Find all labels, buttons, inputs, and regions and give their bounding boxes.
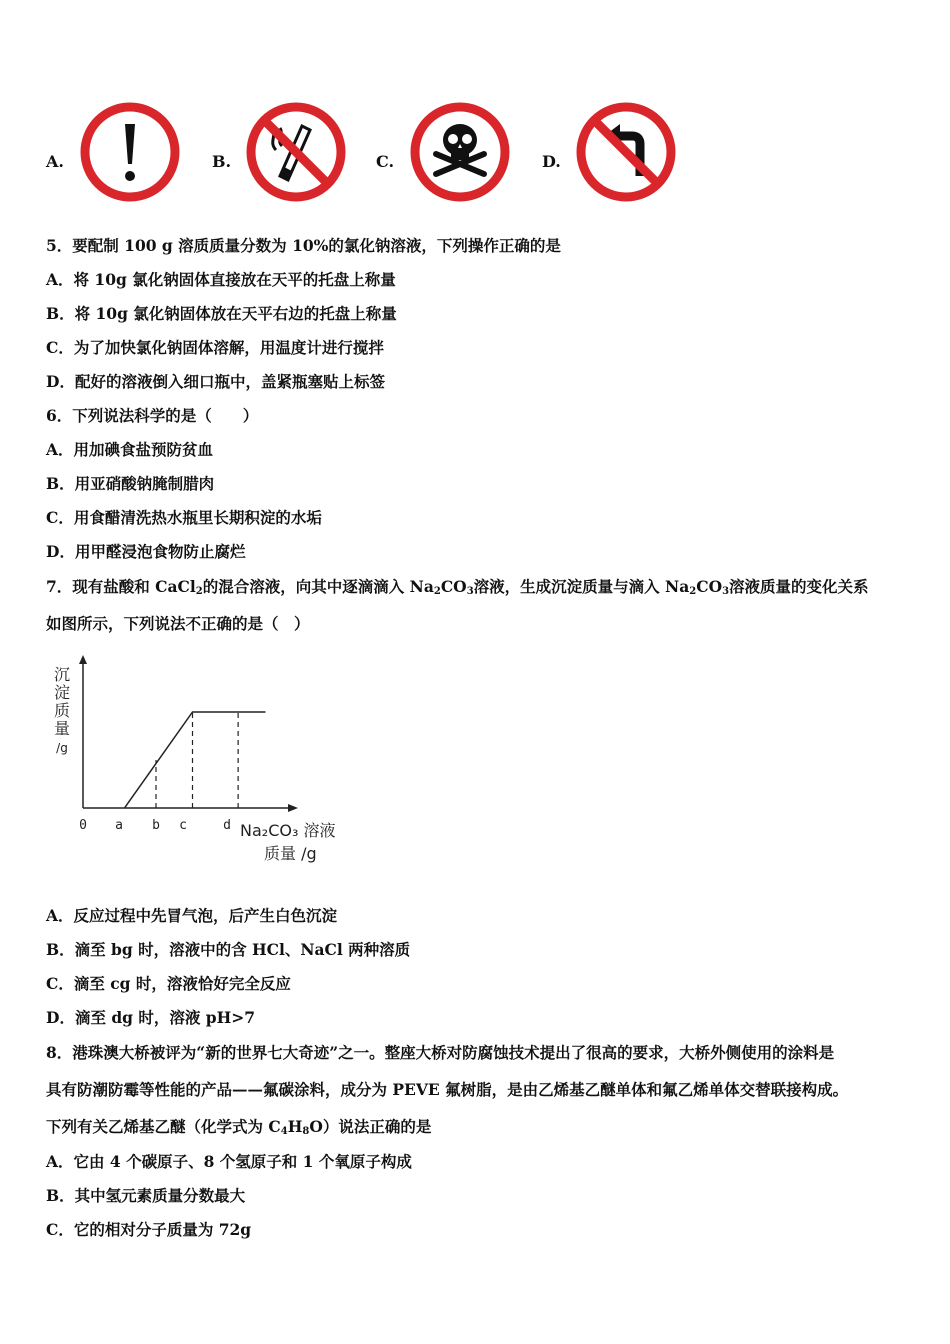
question-8-stem-line3: 下列有关乙烯基乙醚（化学式为 $C_4H_8O$）说法正确的是	[46, 1117, 432, 1137]
question-5-option-b: B．将 10g 氯化钠固体放在天平右边的托盘上称量	[46, 304, 397, 323]
x-axis-unit-label: 质量 /g	[264, 844, 317, 863]
question-5-option-a: A．将 10g 氯化钠固体直接放在天平的托盘上称量	[46, 270, 396, 289]
no-smoking-icon	[244, 100, 348, 204]
question-7-option-b: B．滴至 bg 时，溶液中的含 HCl、NaCl 两种溶质	[46, 940, 411, 959]
y-axis-label-char: /g	[56, 741, 68, 755]
question-6-option-b: B．用亚硝酸钠腌制腊肉	[46, 474, 215, 493]
question-8-stem-line1: 8．港珠澳大桥被评为“新的世界七大奇迹”之一。整座大桥对防腐蚀技术提出了很高的要求，大桥外侧使用的涂料是	[46, 1043, 835, 1062]
question-7-stem: 7．现有盐酸和 CaCl$_2$的混合溶液，向其中逐滴滴入 $Na_2CO_3$溶液，生成沉淀质量与滴入 $Na_2CO_3$溶液质量的变化关系	[46, 577, 869, 597]
question-6-option-c: C．用食醋清洗热水瓶里长期积淀的水垢	[46, 508, 322, 527]
tick-label-b: b	[152, 818, 160, 833]
no-left-turn-icon	[574, 100, 678, 204]
question-6-option-d: D．用甲醛浸泡食物防止腐烂	[46, 542, 246, 561]
y-axis-label-char: 淀	[53, 683, 71, 702]
question-7-option-d: D．滴至 dg 时，溶液 pH>7	[46, 1008, 256, 1027]
question-8-option-a: A．它由 4 个碳原子、8 个氢原子和 1 个氧原子构成	[46, 1152, 412, 1171]
tick-label-a: a	[115, 818, 123, 833]
question-5-option-d: D．配好的溶液倒入细口瓶中，盖紧瓶塞贴上标签	[46, 372, 385, 391]
safety-sign-options	[40, 100, 700, 215]
question-8-stem-line2: 具有防潮防霉等性能的产品——氟碳涂料，成分为 PEVE 氟树脂，是由乙烯基乙醚单体和氟乙烯单体交替联接构成。	[46, 1080, 849, 1099]
tick-label-d: d	[223, 818, 231, 833]
series-line	[125, 712, 266, 808]
option-label-b: B.	[212, 152, 232, 171]
y-axis-label-char: 沉	[53, 665, 71, 684]
question-6-stem: 6．下列说法科学的是（ ）	[46, 406, 259, 425]
precipitation-chart	[46, 650, 366, 870]
question-7-option-c: C．滴至 cg 时，溶液恰好完全反应	[46, 974, 291, 993]
tick-label-0: 0	[79, 818, 87, 833]
question-8-option-b: B．其中氢元素质量分数最大	[46, 1186, 246, 1205]
x-axis-arrow	[288, 804, 298, 812]
question-7-option-a: A．反应过程中先冒气泡，后产生白色沉淀	[46, 906, 338, 925]
question-5-stem: 5．要配制 100 g 溶质质量分数为 10%的氯化钠溶液，下列操作正确的是	[46, 236, 561, 255]
poison-skull-icon	[408, 100, 512, 204]
question-6-option-a: A．用加碘食盐预防贫血	[46, 440, 214, 459]
y-axis-label-char: 量	[53, 719, 71, 738]
y-axis-arrow	[79, 655, 87, 664]
y-axis-label-char: 质	[53, 701, 71, 720]
option-label-c: C.	[376, 152, 395, 171]
question-7-stem-line2: 如图所示，下列说法不正确的是（ ）	[46, 614, 310, 633]
question-8-option-c: C．它的相对分子质量为 72g	[46, 1220, 252, 1239]
tick-label-c: c	[179, 818, 187, 833]
option-label-a: A.	[46, 152, 64, 171]
option-label-d: D.	[542, 152, 561, 171]
x-axis-label: Na₂CO₃ 溶液	[240, 821, 336, 840]
exclamation-warning-icon	[78, 100, 182, 204]
question-5-option-c: C．为了加快氯化钠固体溶解，用温度计进行搅拌	[46, 338, 384, 357]
